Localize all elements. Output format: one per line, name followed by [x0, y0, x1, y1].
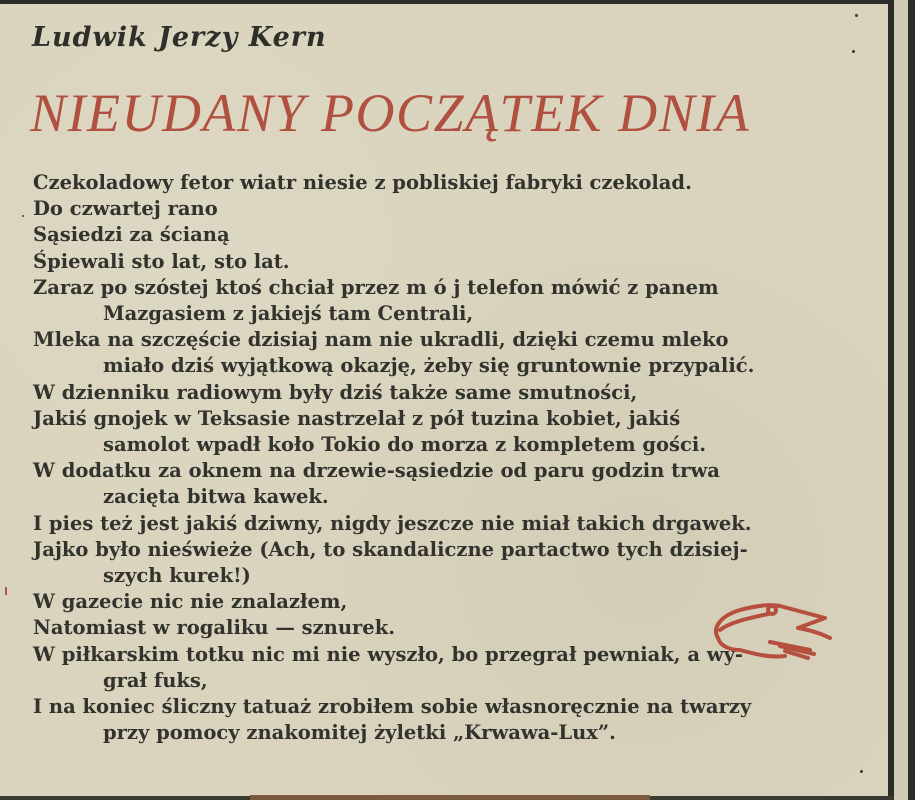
paper-speck: [22, 215, 24, 217]
poem-line: zacięta bitwa kawek.: [103, 485, 329, 509]
poem-line: Czekoladowy fetor wiatr niesie z pobliskiej fabryki czekolad.: [33, 171, 692, 194]
poem-line: Śpiewali sto lat, sto lat.: [33, 249, 290, 273]
poem-title: NIEUDANY POCZĄTEK DNIA: [30, 83, 751, 143]
stray-red-mark: [5, 587, 7, 595]
poem-line: Sąsiedzi za ścianą: [33, 223, 230, 247]
paper-speck: [852, 50, 855, 53]
poem-line: przy pomocy znakomitej żyletki „Krwawa-Lux”.: [103, 721, 616, 745]
right-border-gap: [894, 0, 908, 800]
poem-line: Natomiast w rogaliku — sznurek.: [33, 616, 396, 640]
poem-line: W dodatku za oknem na drzewie-sąsiedzie od paru godzin trwa: [33, 459, 720, 483]
poem-line: W piłkarskim totku nic mi nie wyszło, bo przegrał pewniak, a wy-: [33, 642, 744, 666]
right-border-rule-outer: [908, 0, 915, 800]
poem-line: Do czwartej rano: [33, 197, 218, 221]
poem-line: I na koniec śliczny tatuaż zrobiłem sobie własnoręcznie na twarzy: [33, 695, 752, 719]
poem-line: grał fuks,: [103, 668, 208, 692]
poem-line: I pies też jest jakiś dziwny, nigdy jeszcze nie miał takich drgawek.: [33, 511, 752, 535]
poem-line: szych kurek!): [103, 564, 251, 588]
poem-line: W dzienniku radiowym były dziś także same smutności,: [33, 380, 638, 404]
poem-line: W gazecie nic nie znalazłem,: [33, 590, 348, 614]
author-name: Ludwik Jerzy Kern: [32, 22, 327, 53]
poem-line: samolot wpadł koło Tokio do morza z kompletem gości.: [103, 433, 707, 457]
poem-line: Mleka na szczęście dzisiaj nam nie ukradli, dzięki czemu mleko: [33, 328, 729, 352]
poem-line: Mazgasiem z jakiejś tam Centrali,: [103, 302, 474, 326]
top-border-rule: [0, 0, 893, 4]
poem-line: Jakiś gnojek w Teksasie nastrzelał z pół tuzina kobiet, jakiś: [33, 406, 681, 430]
poem-line: Jajko było nieświeże (Ach, to skandaliczne partactwo tych dzisiej-: [33, 537, 748, 561]
paper-speck: [855, 14, 858, 17]
poem-line: Zaraz po szóstej ktoś chciał przez m ó j telefon mówić z panem: [33, 275, 719, 299]
pointing-hand-icon: [710, 598, 840, 662]
paper-speck: [860, 770, 863, 773]
bottom-border-accent: [250, 795, 650, 800]
poem-line: miało dziś wyjątkową okazję, żeby się gruntownie przypalić.: [103, 354, 755, 378]
